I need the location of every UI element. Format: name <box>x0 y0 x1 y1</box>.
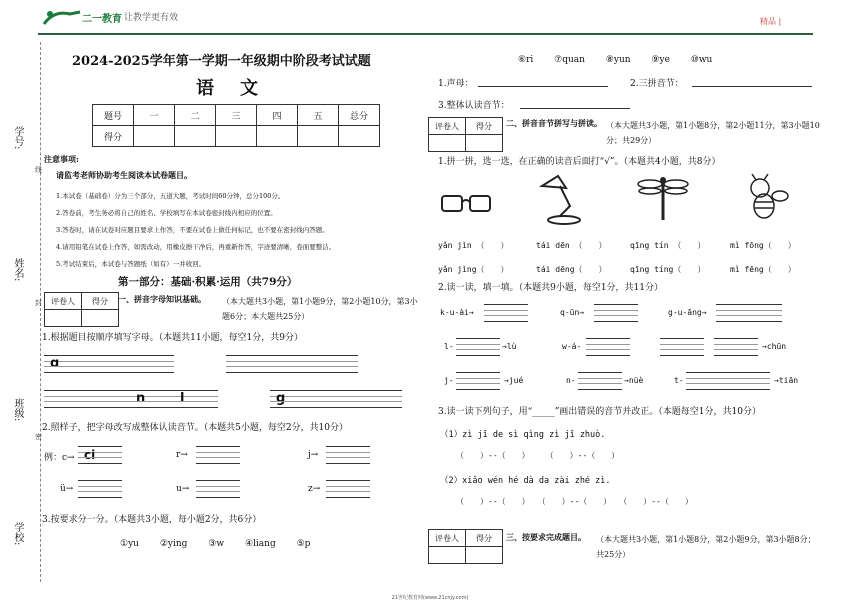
chain-n: n- <box>566 376 576 385</box>
fill-triple-label: 2.三拼音节： <box>630 79 684 89</box>
chain-line[interactable] <box>484 304 528 322</box>
dragonfly-illustration <box>636 174 690 224</box>
grader-table-1 <box>44 292 119 327</box>
syllable-line[interactable] <box>326 480 370 498</box>
letter-line[interactable] <box>314 355 358 373</box>
chain-line[interactable] <box>456 372 500 390</box>
part1-title: 第一部分：基础·积累·运用（共79分） <box>118 276 298 288</box>
letter-line[interactable] <box>358 390 402 408</box>
exam-title: 2024-2025学年第一学期一年级期中阶段考试试题 <box>72 54 371 69</box>
score-cell[interactable] <box>257 126 298 147</box>
glasses-illustration <box>440 176 494 226</box>
pair-bee[interactable] <box>730 234 796 282</box>
score-header: 四 <box>257 105 298 126</box>
chain-line[interactable] <box>714 338 758 356</box>
option-mi-fong[interactable]: mì fōng（ ） <box>730 241 796 250</box>
option-tai-deng[interactable]: tái dēng（ ） <box>536 265 607 274</box>
prompt-r: r→ <box>176 450 188 460</box>
s1-q1: 1.根据题目按顺序填写字母。（本题共11小题，每空1分，共9分） <box>42 333 303 343</box>
header-rule <box>38 33 813 35</box>
letter-line[interactable] <box>86 390 130 408</box>
seal-line <box>40 42 41 582</box>
chain-qun: q-ūn→ <box>560 308 585 317</box>
option: ⑧yun <box>605 55 631 65</box>
score-header: 题号 <box>93 105 134 126</box>
score-label: 得分 <box>466 118 503 135</box>
option: ②ying <box>159 539 188 549</box>
desk-lamp-icon <box>536 172 590 226</box>
s1-q3: 3.按要求分一分。（本题共3小题，每小题2分，共6分） <box>42 515 262 525</box>
score-cell[interactable] <box>339 126 380 147</box>
chain-wa: w-á- <box>562 342 582 351</box>
score-header: 三 <box>216 105 257 126</box>
score-header: 总分 <box>339 105 380 126</box>
chain-kuai: k-u-ài→ <box>440 308 474 317</box>
sentence-1: （1）zì jǐ de sì qìng zì jǐ zhuò. <box>440 430 606 440</box>
score-row-label: 得分 <box>93 126 134 147</box>
fill-whole-line[interactable] <box>520 98 630 109</box>
option: ③w <box>208 539 225 549</box>
chain-guang: g-u-āng→ <box>668 308 707 317</box>
chain-l: l- <box>444 342 454 351</box>
grader-table-3 <box>428 529 503 564</box>
fill-consonants-label: 1.声母： <box>438 79 474 89</box>
score-table <box>92 104 380 147</box>
example-label: 例：c→ <box>44 453 75 463</box>
score-header: 五 <box>298 105 339 126</box>
fill-consonants-line[interactable] <box>478 76 608 87</box>
chain-tian: →tiān <box>774 376 799 385</box>
lamp-illustration <box>536 172 590 222</box>
seal-mark-1: 线 <box>35 166 42 174</box>
option-yan-jin[interactable]: yǎn jìn （ ） <box>438 241 509 250</box>
chain-line[interactable] <box>660 338 704 356</box>
letter-line[interactable] <box>270 355 314 373</box>
notice-item: 5.考试结束后，本试卷与答题纸（如有）一并收回。 <box>56 260 206 268</box>
fill-whole-label: 3.整体认读音节： <box>438 101 510 111</box>
grader-label: 评卷人 <box>45 293 82 310</box>
chain-line[interactable] <box>594 304 638 322</box>
runner-icon <box>40 6 84 28</box>
brand-logo <box>40 6 84 28</box>
score-header: 二 <box>175 105 216 126</box>
grader-table-2 <box>428 117 503 152</box>
section3-title: 三、按要求完成题目。 <box>506 532 586 542</box>
prompt-z: z→ <box>308 484 321 494</box>
quality-badge: 精品 | <box>760 17 782 26</box>
letter-line[interactable] <box>226 355 270 373</box>
seal-mark-3: 密 <box>35 433 42 441</box>
dragonfly-icon <box>636 174 690 224</box>
chain-lu: →lù <box>502 342 517 351</box>
score-label: 得分 <box>466 530 503 547</box>
school-label: 学校: <box>12 522 23 546</box>
letter-line[interactable]: g <box>270 390 314 408</box>
section1-title: 一、拼音字母知识基础。 <box>118 294 206 304</box>
student-name-label: 姓名: <box>12 258 23 282</box>
s2-q2: 2.读一读，填一填。（本题共9小题，每空1分，共11分） <box>438 283 663 293</box>
option: ⑤p <box>296 539 311 549</box>
grader-cell[interactable] <box>429 547 466 564</box>
pair-glasses[interactable] <box>438 234 509 282</box>
score-cell[interactable] <box>216 126 257 147</box>
option: ⑩wu <box>690 55 713 65</box>
options-a <box>120 536 310 549</box>
score-cell[interactable] <box>466 547 503 564</box>
notice-title: 注意事项: <box>44 154 79 164</box>
notice-item: 3.答卷时，请在试卷对应题目要求上作答，不要在试卷上做任何标记，也不要在密封线内答题。 <box>56 226 329 234</box>
grader-cell[interactable] <box>429 135 466 152</box>
class-label: 班级: <box>12 398 23 422</box>
sentence-1-blanks[interactable]: （ ）--（ ） （ ）--（ ） <box>456 451 620 460</box>
letter-line[interactable]: n <box>130 390 174 408</box>
options-b <box>518 52 712 65</box>
chain-nue: →nüè <box>624 376 644 385</box>
notice-list <box>56 188 426 273</box>
grader-label: 评卷人 <box>429 530 466 547</box>
chain-line[interactable] <box>456 338 500 356</box>
chain-line[interactable] <box>578 372 622 390</box>
option: ⑨ye <box>651 55 670 65</box>
fill-triple-line[interactable] <box>692 76 812 87</box>
score-cell[interactable] <box>298 126 339 147</box>
syllable-line[interactable] <box>326 446 370 464</box>
chain-line[interactable] <box>716 304 782 322</box>
chain-t: t- <box>674 376 684 385</box>
score-header: 一 <box>134 105 175 126</box>
letter-line[interactable]: l <box>174 390 218 408</box>
syllable-line[interactable] <box>196 480 240 498</box>
option: ⑦quan <box>554 55 585 65</box>
chain-jue: →jué <box>504 376 524 385</box>
chain-chun: →chūn <box>762 342 787 351</box>
section3-desc: （本大题共3小题，第1小题8分，第2小题9分，第3小题8分；共25分） <box>596 535 816 559</box>
notice-item: 1.本试卷（基础卷）分为三个部分，五道大题，考试时间60分钟，总分100分。 <box>56 192 285 200</box>
section2-desc: （本大题共3小题，第1小题8分，第2小题11分，第3小题10分；共29分） <box>606 121 820 145</box>
notice-lead: 请监考老师协助考生阅读本试卷题目。 <box>56 170 192 180</box>
prompt-u-umlaut: ü→ <box>60 484 74 494</box>
option-qing-tin[interactable]: qīng tín （ ） <box>630 241 706 250</box>
section1-desc: （本大题共3小题，第1小题9分，第2小题10分，第3小题6分；本大题共25分） <box>222 297 418 321</box>
syllable-line[interactable] <box>196 446 240 464</box>
bee-illustration <box>738 172 792 222</box>
brand-slogan: 让教学更有效 <box>124 13 179 23</box>
sentence-2-blanks[interactable]: （ ）--（ ） （ ）--（ ） （ ）--（ ） <box>456 497 693 506</box>
pair-dragonfly[interactable] <box>630 234 705 282</box>
score-cell[interactable] <box>134 126 175 147</box>
option: ⑥ri <box>518 55 534 65</box>
s2-q1: 1.拼一拼，选一选，在正确的读音后面打“√”。（本题共4小题，共8分） <box>438 157 721 167</box>
score-cell[interactable] <box>82 310 119 327</box>
score-cell[interactable] <box>466 135 503 152</box>
student-number-label: 学号: <box>12 126 23 150</box>
subject-title: 语 文 <box>196 78 262 99</box>
option-qing-ting[interactable]: qīng tíng（ ） <box>630 265 706 274</box>
letter-line[interactable] <box>314 390 358 408</box>
chain-line[interactable] <box>586 338 630 356</box>
score-cell[interactable] <box>175 126 216 147</box>
letter-line[interactable] <box>86 355 130 373</box>
page-footer: 21世纪教育网(www.21cnjy.com) <box>391 595 469 601</box>
syllable-line: ci <box>78 446 122 464</box>
option: ④liang <box>244 539 276 549</box>
pair-lamp[interactable] <box>536 234 607 282</box>
sentence-2: （2）xiǎo wén hé dà da zài zhé zì. <box>440 476 611 486</box>
s1-q2: 2.照样子，把字母改写成整体认读音节。（本题共5小题，每空2分，共10分） <box>42 423 348 433</box>
option-tai-den[interactable]: tái dēn （ ） <box>536 241 607 250</box>
notice-item: 4.请用铅笔在试卷上作答，如需改动，用橡皮擦干净后，再重新作答，字迹要清晰，卷面要整洁。 <box>56 243 336 251</box>
syllable-line[interactable] <box>78 480 122 498</box>
chain-line[interactable] <box>726 372 770 390</box>
s2-q3: 3.读一读下列句子，用“_____”画出错误的音节并改正。（本题每空1分，共10分） <box>438 407 761 417</box>
bee-icon <box>738 172 792 226</box>
grader-label: 评卷人 <box>429 118 466 135</box>
prompt-j: j→ <box>308 450 319 460</box>
chain-j: j- <box>444 376 454 385</box>
prompt-u: u→ <box>176 484 190 494</box>
chain-line[interactable] <box>686 372 730 390</box>
notice-item: 2.答卷前，考生务必将自己的姓名、学校填写在本试卷密封线内相应的位置。 <box>56 209 277 217</box>
letter-line[interactable]: ɑ <box>44 355 88 373</box>
seal-mark-2: 封 <box>35 299 42 307</box>
option-mi-feng[interactable]: mì fēng（ ） <box>730 265 796 274</box>
glasses-icon <box>440 176 494 226</box>
grader-cell[interactable] <box>45 310 82 327</box>
letter-line[interactable] <box>44 390 88 408</box>
option: ①yu <box>120 539 139 549</box>
score-label: 得分 <box>82 293 119 310</box>
section2-title: 二、拼音音节拼写与拼读。 <box>506 118 602 128</box>
brand-name: 二一教育 <box>82 14 122 25</box>
option-yan-jing[interactable]: yǎn jìng（ ） <box>438 265 509 274</box>
letter-line[interactable] <box>130 355 174 373</box>
